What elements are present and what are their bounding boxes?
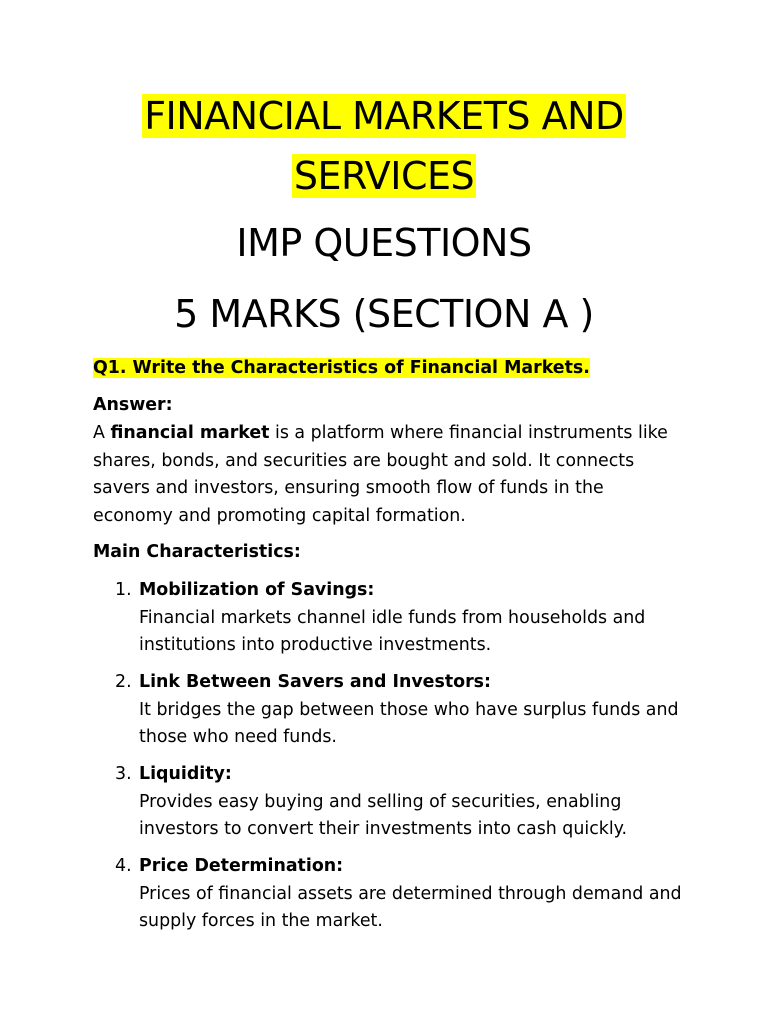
subtitle-imp-questions: IMP QUESTIONS xyxy=(236,221,532,265)
list-item-number: 4. xyxy=(115,856,132,876)
list-item-number: 2. xyxy=(115,672,132,692)
title-line-1: FINANCIAL MARKETS AND xyxy=(144,94,624,138)
subtitle-marks-section: 5 MARKS (SECTION A ) xyxy=(174,292,594,336)
list-item-text: Financial markets channel idle funds from households and institutions into productive investments. xyxy=(139,607,646,656)
list-item-number: 1. xyxy=(115,580,132,600)
title-line-2: SERVICES xyxy=(293,154,475,198)
document-title xyxy=(0,86,768,206)
list-item-heading: Mobilization of Savings: xyxy=(139,580,375,600)
list-item-text: It bridges the gap between those who have surplus funds and those who need funds. xyxy=(139,699,679,748)
main-characteristics-label: Main Characteristics: xyxy=(93,542,301,562)
list-item-number: 3. xyxy=(115,764,132,784)
list-item-text: Prices of financial assets are determined through demand and supply forces in the market. xyxy=(139,883,682,932)
list-item-heading: Link Between Savers and Investors: xyxy=(139,672,491,692)
list-item-heading: Liquidity: xyxy=(139,764,232,784)
answer-paragraph xyxy=(93,420,683,530)
answer-intro-post: is a platform where financial instruments like shares, bonds, and securities are bought and sold. It connects savers and investors, ensuring smooth flow of funds in the economy and promoting capital formation. xyxy=(93,423,668,526)
question-heading xyxy=(93,355,683,383)
answer-label: Answer: xyxy=(93,395,173,415)
list-item-heading: Price Determination: xyxy=(139,856,344,876)
list-item-text: Provides easy buying and selling of securities, enabling investors to convert their investments into cash quickly. xyxy=(139,791,628,840)
answer-intro-pre: A xyxy=(93,423,111,443)
question-text: Q1. Write the Characteristics of Financial Markets. xyxy=(93,358,590,378)
answer-intro-bold: financial market xyxy=(110,423,270,443)
